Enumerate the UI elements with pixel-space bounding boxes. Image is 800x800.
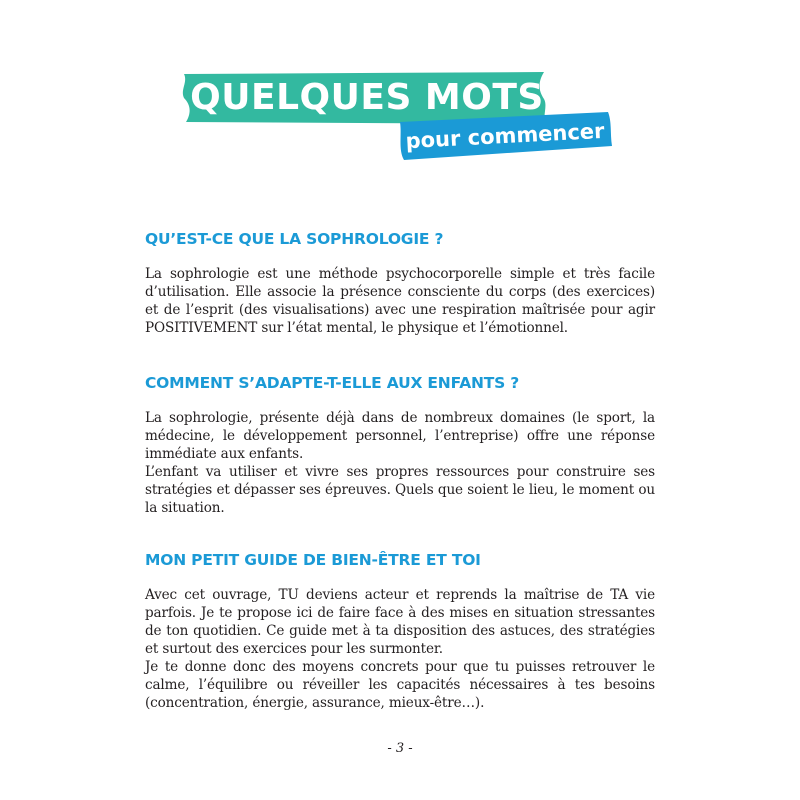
section-enfants <box>145 373 655 517</box>
paragraph: La sophrologie, présente déjà dans de nombreux domaines (le sport, la médecine, le développement personnel, l’entreprise) offre une réponse immédiate aux enfants. <box>145 410 655 462</box>
paragraph: La sophrologie est une méthode psychocorporelle simple et très facile d’utilisation. Elle associe la présence consciente du corps (des exercices) et de l’esprit (des visualisations) avec une respiration maîtrisée pour agir POSITIVEMENT sur l’état mental, le physique et l’émotionnel. <box>145 266 655 336</box>
title-banner <box>0 0 800 180</box>
section-body <box>145 409 655 517</box>
page-content <box>145 229 655 748</box>
section-body <box>145 586 655 712</box>
section-body <box>145 265 655 337</box>
section-guide <box>145 550 655 712</box>
paragraph: Je te donne donc des moyens concrets pour que tu puisses retrouver le calme, l’équilibre ou réveiller les capacités nécessaires à tes besoins (concentration, énergie, assurance, mieux-être…). <box>145 659 655 711</box>
paragraph: Avec cet ouvrage, TU deviens acteur et reprends la maîtrise de TA vie parfois. Je te propose ici de faire face à des mises en situation stressantes de ton quotidien. Ce guide met à ta disposition des astuces, des stratégies et surtout des exercices pour les surmonter. <box>145 587 655 657</box>
title-sub-banner <box>396 110 614 162</box>
page-number: - 3 - <box>387 741 413 756</box>
section-heading: QU’EST-CE QUE LA SOPHROLOGIE ? <box>145 230 444 248</box>
paragraph: L’enfant va utiliser et vivre ses propres ressources pour construire ses stratégies et dépasser ses épreuves. Quels que soient le lieu, le moment ou la situation. <box>145 464 655 516</box>
section-heading: MON PETIT GUIDE DE BIEN-ÊTRE ET TOI <box>145 551 481 569</box>
title-main-text: QUELQUES MOTS <box>190 77 544 118</box>
title-sub-text: pour commencer <box>405 118 605 154</box>
section-heading: COMMENT S’ADAPTE-T-ELLE AUX ENFANTS ? <box>145 374 520 392</box>
section-sophrologie <box>145 229 655 337</box>
